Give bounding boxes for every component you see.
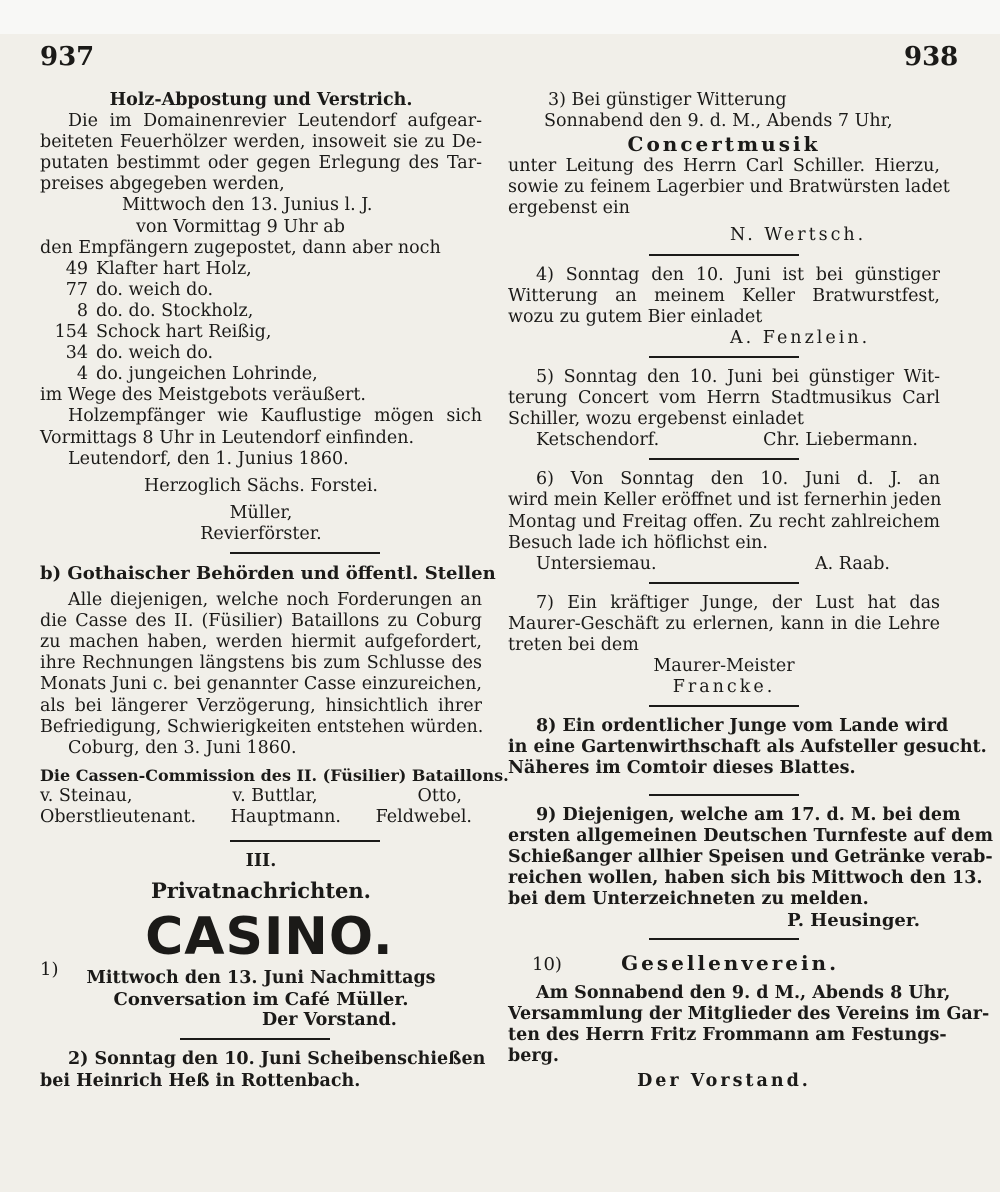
casino-title: CASINO. [145,907,394,968]
dateline: Coburg, den 3. Juni 1860. [68,737,297,758]
wood-list-item: 49 Klafter hart Holz, [65,258,252,279]
page-number-left: 937 [40,42,95,72]
divider [649,458,799,460]
wood-list [40,259,482,386]
signature: Francke. [672,677,776,698]
notice-6 [508,469,940,583]
text-line: wozu zu gutem Bier einladet [508,306,763,327]
text-line: Am Sonnabend den 9. d M., Abends 8 Uhr, [536,983,951,1004]
text-line: in eine Gartenwirthschaft als Aufsteller gesucht. [508,737,987,758]
text-line: 2) Sonntag den 10. Juni Scheibenschießen [68,1049,486,1070]
signature: N. Wertsch. [730,225,867,246]
text-line: die Casse des II. (Füsilier) Bataillons zu Coburg [40,611,482,632]
signatory-ranks [40,807,482,828]
notice-heading [508,949,940,977]
text-line: ihre Rechnungen längstens bis zum Schlusse des [40,653,482,674]
text-line: Conversation im Café Müller. [113,989,409,1011]
signatory-names [40,786,482,807]
signature: A. Raab. [815,553,890,574]
signatory-name: v. Buttlar, [232,785,318,806]
wood-list-item: 4 do. jungeichen Lohrinde, [76,364,318,385]
signatory-name: v. Steinau, [40,785,133,806]
item-number: 10) [532,954,562,976]
text-line: 3) Bei günstiger Witterung [548,90,787,110]
divider [649,705,799,707]
text-line: 9) Diejenigen, welche am 17. d. M. bei dem [536,804,961,825]
place: Untersiemau. [536,553,657,574]
sale-date: Mittwoch den 13. Junius l. J. [122,195,373,216]
text-line: beiteten Feuerhölzer werden, insoweit sie zu De- [40,132,482,153]
section-numeral: III. [245,851,277,872]
text-line: Witterung an meinem Keller Bratwurstfest, [508,285,940,306]
commission-signature: Die Cassen-Commission des II. (Füsilier) Bataillons. [40,765,509,785]
divider [649,582,799,584]
text-line: bei Heinrich Heß in Rottenbach. [40,1070,361,1091]
signature: A. Fenzlein. [730,327,871,348]
divider [649,794,799,796]
text-line: Maurer-Geschäft zu erlernen, kann in die Lehre [508,613,940,634]
scan-margin [0,0,1000,34]
text-line: unter Leitung des Herrn Carl Schiller. Hierzu, [508,156,940,177]
notice-7 [508,593,940,707]
wood-list-item: 77 do. weich do. [65,279,214,300]
signature-office: Herzoglich Sächs. Forstei. [144,475,378,496]
text-line: Näheres im Comtoir dieses Blattes. [508,758,856,779]
text-line: treten bei dem [508,634,639,655]
text-line: Sonnabend den 9. d. M., Abends 7 Uhr, [544,111,893,132]
text-line: reichen wollen, haben sich bis Mittwoch den 13. [508,867,983,888]
text-line: preises abgegeben werden, [40,174,285,195]
section-title: Privatnachrichten. [150,878,371,904]
text-line: Befriedigung, Schwierigkeiten entstehen würden. [40,716,484,737]
divider [649,356,799,358]
text-line: putaten bestimmt oder gegen Erlegung des Tar- [40,153,482,174]
notice-title: Concertmusik [627,132,821,157]
signatory-rank: Hauptmann. [230,807,341,827]
text-line: 7) Ein kräftiger Junge, der Lust hat das [536,592,940,613]
text-line: Monats Juni c. bei genannter Casse einzureichen, [40,674,482,695]
text-line: Alle diejenigen, welche noch Forderungen an [68,590,482,611]
text-line: Versammlung der Mitglieder des Vereins im Gar- [508,1004,990,1025]
section-b-notice [40,562,509,842]
text-line: Schiller, wozu ergebenst einladet [508,409,804,430]
signature: P. Heusinger. [787,910,920,931]
signature: Der Vorstand. [637,1071,811,1092]
text-line: terung Concert vom Herrn Stadtmusikus Carl [508,388,940,409]
wood-sale-title: Holz-Abpostung und Verstrich. [109,90,413,110]
text-line: ergebenst ein [508,198,630,219]
text-line: sowie zu feinem Lagerbier und Bratwürsten ladet [508,177,950,198]
text-line: Schießanger allhier Speisen und Getränke verab- [508,846,993,867]
sale-time: von Vormittag 9 Uhr ab [136,216,345,237]
signature-name: Müller, [229,502,293,523]
divider [649,254,799,256]
place-signature [508,554,940,575]
text-line: ersten allgemeinen Deutschen Turnfeste auf dem [508,825,993,846]
text-line: 5) Sonntag den 10. Juni bei günstiger Wit- [536,366,940,387]
right-column [508,90,993,1093]
section-b-heading: b) Gothaischer Behörden und öffentl. Stellen [40,562,496,584]
signatory-rank: Oberstlieutenant. [40,807,197,827]
wood-sale-notice [40,90,482,554]
text-line: Die im Domainenrevier Leutendorf aufgear- [68,111,482,132]
divider [649,938,799,940]
text-line: Holzempfänger wie Kauflustige mögen sich [68,406,482,427]
divider [180,1038,330,1040]
signature: Chr. Liebermann. [763,430,918,451]
wood-list-item: 34 do. weich do. [65,343,214,364]
left-column [40,90,509,1092]
wood-list-item: 8 do. do. Stockholz, [76,300,254,321]
signatory-rank: Feldwebel. [375,807,472,827]
text-line: 4) Sonntag den 10. Juni ist bei günstiger [536,264,940,285]
place-signature [508,430,940,451]
text-line: bei dem Unterzeichneten zu melden. [508,888,869,909]
text-line: wird mein Keller eröffnet und ist fernerhin jeden [508,490,942,511]
divider [230,552,380,554]
text-line: 6) Von Sonntag den 10. Juni d. J. an [536,469,940,490]
signatory-name: Otto, [417,785,462,806]
notice-8 [508,716,987,795]
text-line: den Empfängern zugepostet, dann aber noch [40,237,441,258]
signature-title: Maurer-Meister [653,656,795,677]
page-number-right: 938 [904,42,959,72]
text-line: Montag und Freitag offen. Zu recht zahlreichem [508,511,940,532]
private-news-section [40,851,486,1092]
text-line: berg. [508,1046,559,1067]
divider [230,840,380,842]
text-line: ten des Herrn Fritz Frommann am Festungs- [508,1025,947,1046]
notice-title: Gesellenverein. [621,951,840,976]
place: Ketschendorf. [536,430,660,451]
text-line: Vormittags 8 Uhr in Leutendorf einfinden. [40,427,415,448]
text-line: als bei längerer Verzögerung, hinsichtlich ihrer [40,695,482,716]
dateline: Leutendorf, den 1. Junius 1860. [68,448,349,469]
item-number: 1) [40,959,59,981]
notice-9 [508,804,993,941]
text-line: 8) Ein ordentlicher Junge vom Lande wird [536,716,949,737]
notice-10 [508,949,990,1092]
notice-5 [508,367,940,460]
wood-list-item: 154 Schock hart Reißig, [54,322,272,343]
text-line: zu machen haben, werden hiermit aufgefordert, [40,632,482,653]
notice-4 [508,265,940,358]
text-line: im Wege des Meistgebots veräußert. [40,385,366,406]
signature-title: Revierförster. [200,523,322,544]
signature: Der Vorstand. [262,1010,397,1031]
text-line: Besuch lade ich höflichst ein. [508,532,768,553]
text-line: Mittwoch den 13. Juni Nachmittags [86,968,436,989]
notice-3 [508,90,950,256]
